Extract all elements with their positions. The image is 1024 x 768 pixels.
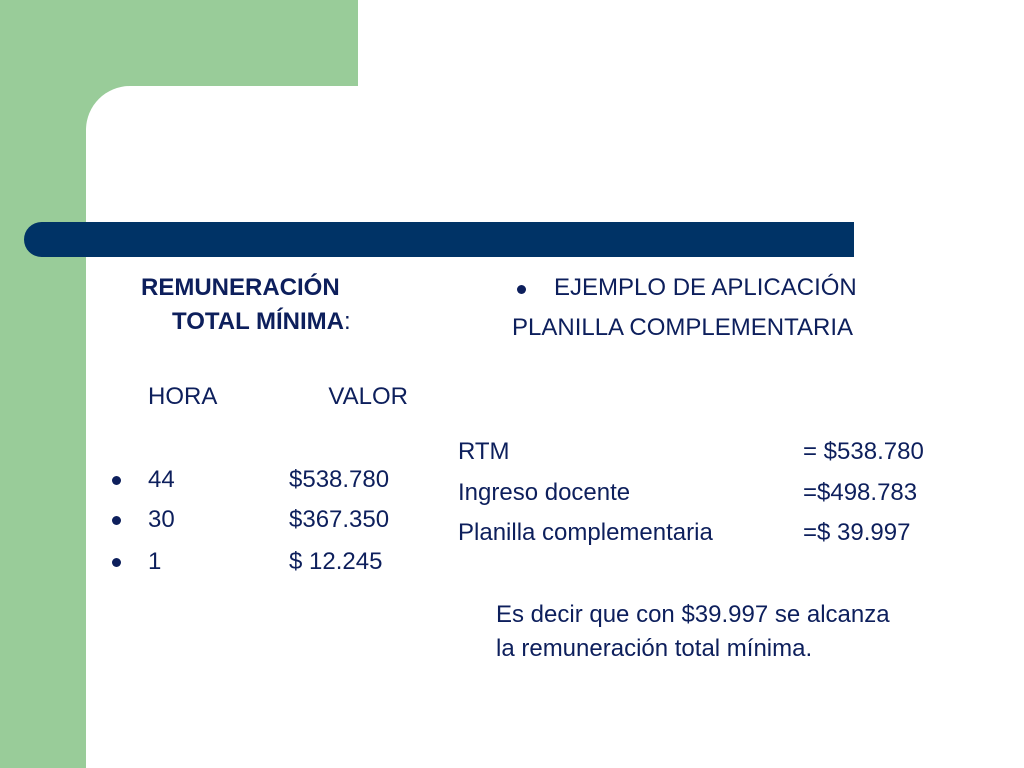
header-valor: VALOR bbox=[328, 383, 408, 410]
table-value: = $538.780 bbox=[803, 438, 924, 465]
white-content-panel bbox=[86, 86, 1024, 768]
table-label: Ingreso docente bbox=[458, 479, 631, 506]
row-hora: 44 bbox=[148, 466, 175, 493]
left-title-line1: REMUNERACIÓN bbox=[141, 274, 340, 301]
blue-title-bar bbox=[24, 222, 854, 257]
row-hora: 30 bbox=[148, 506, 175, 533]
table-value: =$498.783 bbox=[803, 479, 918, 506]
left-title-line2-wrap bbox=[172, 308, 351, 337]
conclusion-line2: la remuneración total mínima. bbox=[496, 635, 813, 662]
bullet-icon bbox=[517, 285, 526, 294]
table-label: Planilla complementaria bbox=[458, 519, 713, 546]
right-heading-line2: PLANILLA COMPLEMENTARIA bbox=[512, 314, 853, 341]
row-valor: $538.780 bbox=[289, 466, 390, 493]
conclusion-line1: Es decir que con $39.997 se alcanza bbox=[496, 601, 890, 628]
table-value: =$ 39.997 bbox=[803, 519, 911, 546]
bullet-icon bbox=[112, 476, 121, 485]
row-valor: $367.350 bbox=[289, 506, 390, 533]
bullet-icon bbox=[112, 558, 121, 567]
left-title-line2: TOTAL MÍNIMA bbox=[172, 308, 344, 335]
header-hora: HORA bbox=[148, 383, 218, 410]
row-hora: 1 bbox=[148, 548, 162, 575]
left-title-colon: : bbox=[343, 308, 351, 335]
right-heading-line1: EJEMPLO DE APLICACIÓN bbox=[554, 274, 857, 301]
bullet-icon bbox=[112, 516, 121, 525]
table-label: RTM bbox=[458, 438, 510, 465]
row-valor: $ 12.245 bbox=[289, 548, 383, 575]
